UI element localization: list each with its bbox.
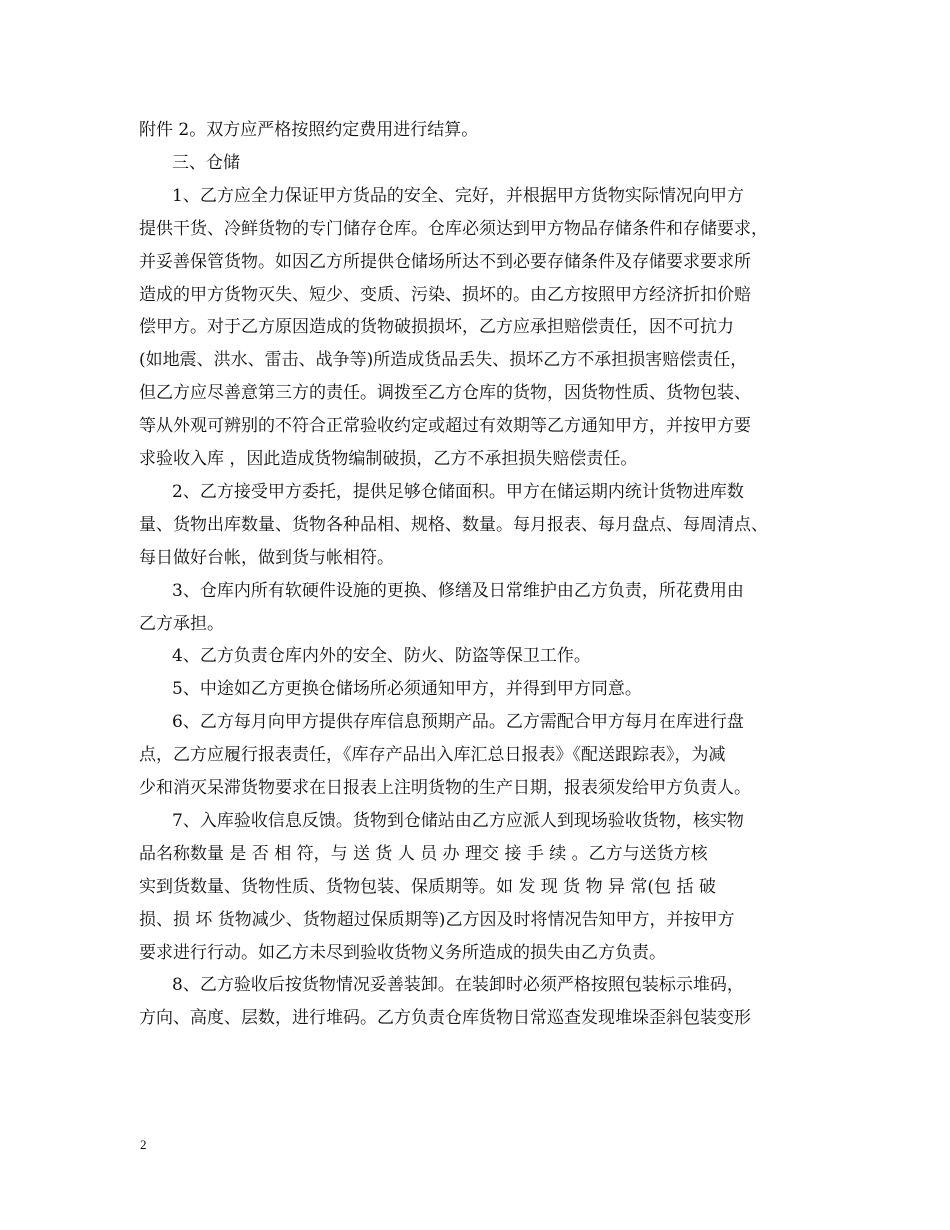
page-number: 2 <box>140 1137 147 1152</box>
text-line: 3、仓库内所有软硬件设施的更换、修缮及日常维护由乙方负责，所花费用由 <box>172 581 744 601</box>
text-line: 2、乙方接受甲方委托，提供足够仓储面积。甲方在储运期内统计货物进库数 <box>172 482 744 502</box>
text-line: 量、货物出库数量、货物各种品相、规格、数量。每月报表、每月盘点、每周清点、 <box>139 515 768 535</box>
text-line: 附件 2。双方应严格按照约定费用进行结算。 <box>139 120 479 140</box>
text-line: 造成的甲方货物灭失、短少、变质、污染、损坏的。由乙方按照甲方经济折扣价赔 <box>139 285 751 305</box>
text-line: 7、入库验收信息反馈。货物到仓储站由乙方应派人到现场验收货物，核实物 <box>172 811 744 831</box>
text-line: 8、乙方验收后按货物情况妥善装卸。在装卸时必须严格按照包装标示堆码， <box>172 975 744 995</box>
text-line: 品名称数量 是 否 相 符，与 送 货 人 员 办 理交 接 手 续 。乙方与送货方核 <box>139 844 708 864</box>
text-line: 6、乙方每月向甲方提供存库信息预期产品。乙方需配合甲方每月在库进行盘 <box>172 712 744 732</box>
text-line: 乙方承担。 <box>139 614 224 634</box>
text-line: (如地震、洪水、雷击、战争等)所造成货品丢失、损坏乙方不承担损害赔偿责任， <box>139 350 748 370</box>
text-line: 实到货数量、货物性质、货物包装、保质期等。如 发 现 货 物 异 常(包 括 破 <box>139 877 716 897</box>
text-line: 求验收入库 ，因此造成货物编制破损，乙方不承担损失赔偿责任。 <box>139 449 638 469</box>
text-line: 点，乙方应履行报表责任，《库存产品出入库汇总日报表》《配送跟踪表》，为减 <box>139 745 726 765</box>
text-line: 每日做好台帐，做到货与帐相符。 <box>139 548 394 568</box>
text-line: 要求进行行动。如乙方未尽到验收货物义务所造成的损失由乙方负责。 <box>139 943 666 963</box>
text-line: 偿甲方。对于乙方原因造成的货物破损损坏，乙方应承担赔偿责任，因不可抗力 <box>139 317 734 337</box>
text-line: 并妥善保管货物。如因乙方所提供仓储场所达不到必要存储条件及存储要求要求所 <box>139 252 751 272</box>
text-line: 等从外观可辨别的不符合正常验收约定或超过有效期等乙方通知甲方，并按甲方要 <box>139 416 751 436</box>
text-line: 少和消灭呆滞货物要求在日报表上注明货物的生产日期，报表须发给甲方负责人。 <box>139 778 751 798</box>
text-line: 4、乙方负责仓库内外的安全、防火、防盗等保卫工作。 <box>172 646 591 666</box>
text-line: 1、乙方应全力保证甲方货品的安全、完好，并根据甲方货物实际情况向甲方 <box>172 186 744 206</box>
text-line: 但乙方应尽善意第三方的责任。调拨至乙方仓库的货物，因货物性质、货物包装、 <box>139 383 751 403</box>
text-line: 提供干货、冷鲜货物的专门储存仓库。仓库必须达到甲方物品存储条件和存储要求， <box>139 219 768 239</box>
text-line: 方向、高度、层数，进行堆码。乙方负责仓库货物日常巡查发现堆垛歪斜包装变形 <box>139 1008 751 1028</box>
text-line: 损、损 坏 货物减少、货物超过保质期等)乙方因及时将情况告知甲方，并按甲方 <box>139 910 735 930</box>
text-line: 三、仓储 <box>172 153 240 173</box>
text-line: 5、中途如乙方更换仓储场所必须通知甲方，并得到甲方同意。 <box>172 679 642 699</box>
